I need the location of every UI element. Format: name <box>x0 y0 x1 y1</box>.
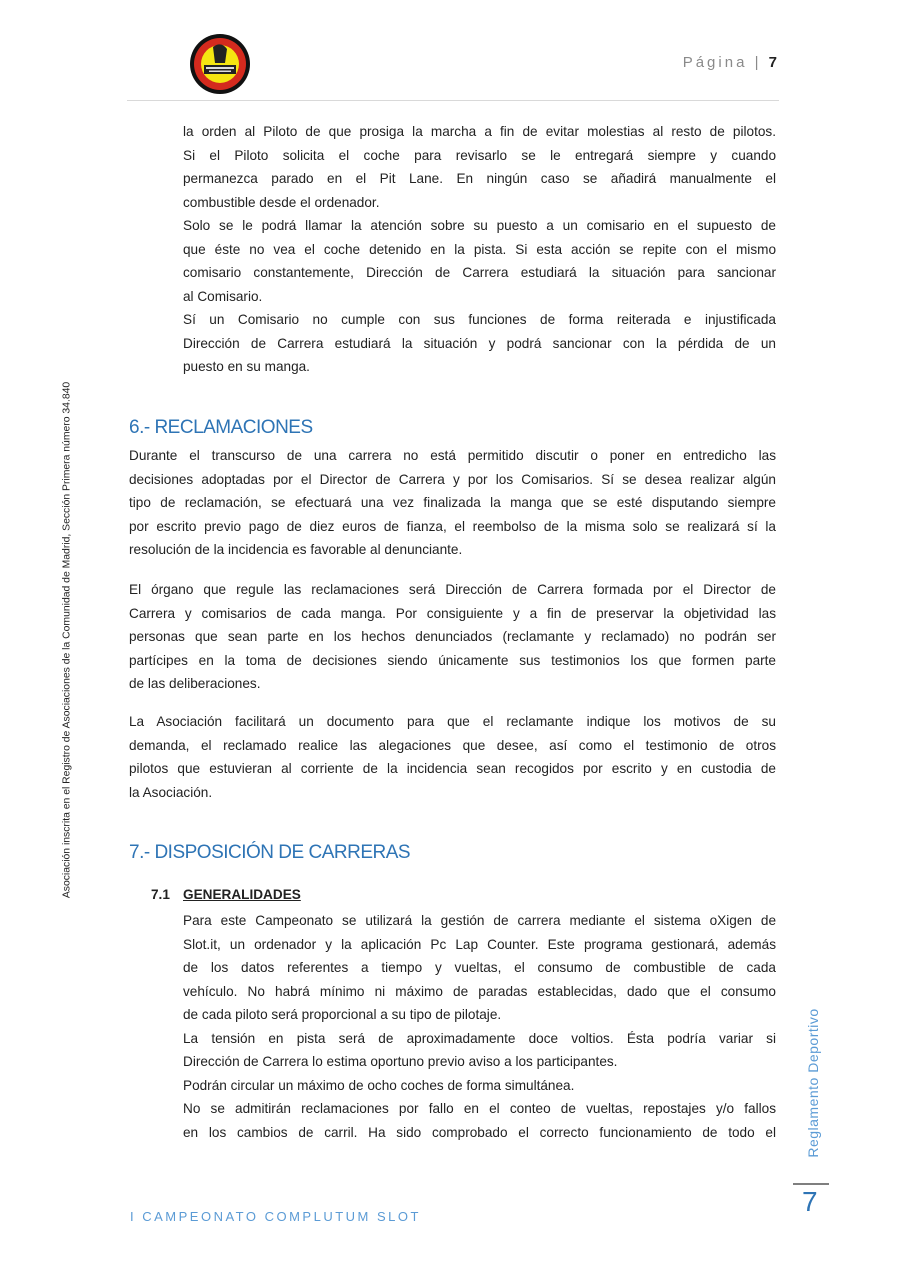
text-line: la orden al Piloto de que prosiga la marcha a fin de evitar molestias al resto de pilotos. <box>183 124 776 139</box>
subsection-heading-generalidades <box>151 887 301 902</box>
text-line: Dirección de Carrera lo estima oportuno previo aviso a los participantes. <box>183 1054 618 1069</box>
text-line: al Comisario. <box>183 288 263 304</box>
text-line: decisiones adoptadas por el Director de Carrera y por los Comisarios. Sí se desea realizar algún <box>129 471 776 487</box>
text-line: resolución de la incidencia es favorable al denunciante. <box>129 542 463 557</box>
text-line: permanezca parado en el Pit Lane. En ningún caso se añadirá manualmente el <box>183 171 776 186</box>
text-line: La Asociación facilitará un documento para que el reclamante indique los motivos de su <box>129 714 776 729</box>
subsection-number: 7.1 <box>151 887 170 902</box>
footer-championship-title: I CAMPEONATO COMPLUTUM SLOT <box>130 1209 421 1224</box>
document-section-tab: Reglamento Deportivo <box>805 1008 821 1158</box>
text-line: combustible desde el ordenador. <box>183 194 380 210</box>
text-line: No se admitirán reclamaciones por fallo en el conteo de vueltas, repostajes y/o fallos <box>183 1101 776 1116</box>
tab-divider <box>793 1183 829 1185</box>
text-line: Solo se le podrá llamar la atención sobre su puesto a un comisario en el supuesto de <box>183 218 776 233</box>
text-line: que éste no vea el coche detenido en la pista. Si esta acción se repite con el mismo <box>183 241 776 257</box>
section-heading-disposicion-carreras: 7.- DISPOSICIÓN DE CARRERAS <box>129 842 411 863</box>
text-line: partícipes en la toma de decisiones siendo únicamente sus testimonios los que formen parte <box>129 652 776 668</box>
text-line: demanda, el reclamado realice las alegaciones que desee, así como el testimonio de otros <box>129 737 776 753</box>
text-line: vehículo. No habrá mínimo ni máximo de paradas establecidas, dado que el consumo <box>183 983 776 999</box>
text-line: tipo de reclamación, se efectuará una vez finalizada la manga que se esté disputando siempre <box>129 495 776 510</box>
text-line: en los cambios de carril. Ha sido comprobado el correcto funcionamiento de todo el <box>183 1124 776 1140</box>
text-line: personas que sean parte en los hechos denunciados (reclamante y reclamado) no podrán ser <box>129 629 776 644</box>
text-line: comisario constantemente, Dirección de Carrera estudiará la situación para sancionar <box>183 265 776 280</box>
text-line: Dirección de Carrera estudiará la situación y podrá sancionar con la pérdida de un <box>183 335 776 351</box>
text-line: pilotos que estuvieran al corriente de la incidencia sean recogidos por escrito y en custodia de <box>129 761 776 776</box>
page-number-large: 7 <box>802 1186 818 1217</box>
subsection-title: GENERALIDADES <box>183 887 301 902</box>
text-line: La tensión en pista será de aproximadamente doce voltios. Ésta podría variar si <box>183 1030 776 1046</box>
association-registration-note: Asociación inscrita en el Registro de Asociaciones de la Comunidad de Madrid, Sección Primera número 34.840 <box>61 381 73 899</box>
text-line: de cada piloto será proporcional a su tipo de pilotaje. <box>183 1007 502 1022</box>
text-line: de los datos referentes a tiempo y vueltas, el consumo de combustible de cada <box>183 960 776 975</box>
text-line: Si el Piloto solicita el coche para revisarlo se le entregará siempre y cuando <box>183 147 776 163</box>
text-line: Slot.it, un ordenador y la aplicación Pc Lap Counter. Este programa gestionará, además <box>183 936 776 952</box>
text-line: El órgano que regule las reclamaciones será Dirección de Carrera formada por el Director de <box>129 582 776 597</box>
page-indicator: Página | 7 <box>682 54 777 71</box>
text-line: puesto en su manga. <box>183 359 310 374</box>
text-line: la Asociación. <box>129 784 213 800</box>
text-line: Podrán circular un máximo de ocho coches de forma simultánea. <box>183 1077 575 1093</box>
text-line: por escrito previo pago de diez euros de fianza, el reembolso de la misma solo se realizará sí la <box>129 518 776 534</box>
club-logo <box>189 33 251 95</box>
text-line: Carrera y comisarios de cada manga. Por consiguiente y a fin de preservar la objetividad las <box>129 605 776 621</box>
text-line: Durante el transcurso de una carrera no está permitido discutir o poner en entredicho las <box>129 448 776 463</box>
section-heading-reclamaciones: 6.- RECLAMACIONES <box>129 417 313 438</box>
text-line: de las deliberaciones. <box>129 676 261 691</box>
header-divider <box>127 100 779 101</box>
text-line: Sí un Comisario no cumple con sus funciones de forma reiterada e injustificada <box>183 312 776 327</box>
text-line: Para este Campeonato se utilizará la gestión de carrera mediante el sistema oXigen de <box>183 913 776 928</box>
